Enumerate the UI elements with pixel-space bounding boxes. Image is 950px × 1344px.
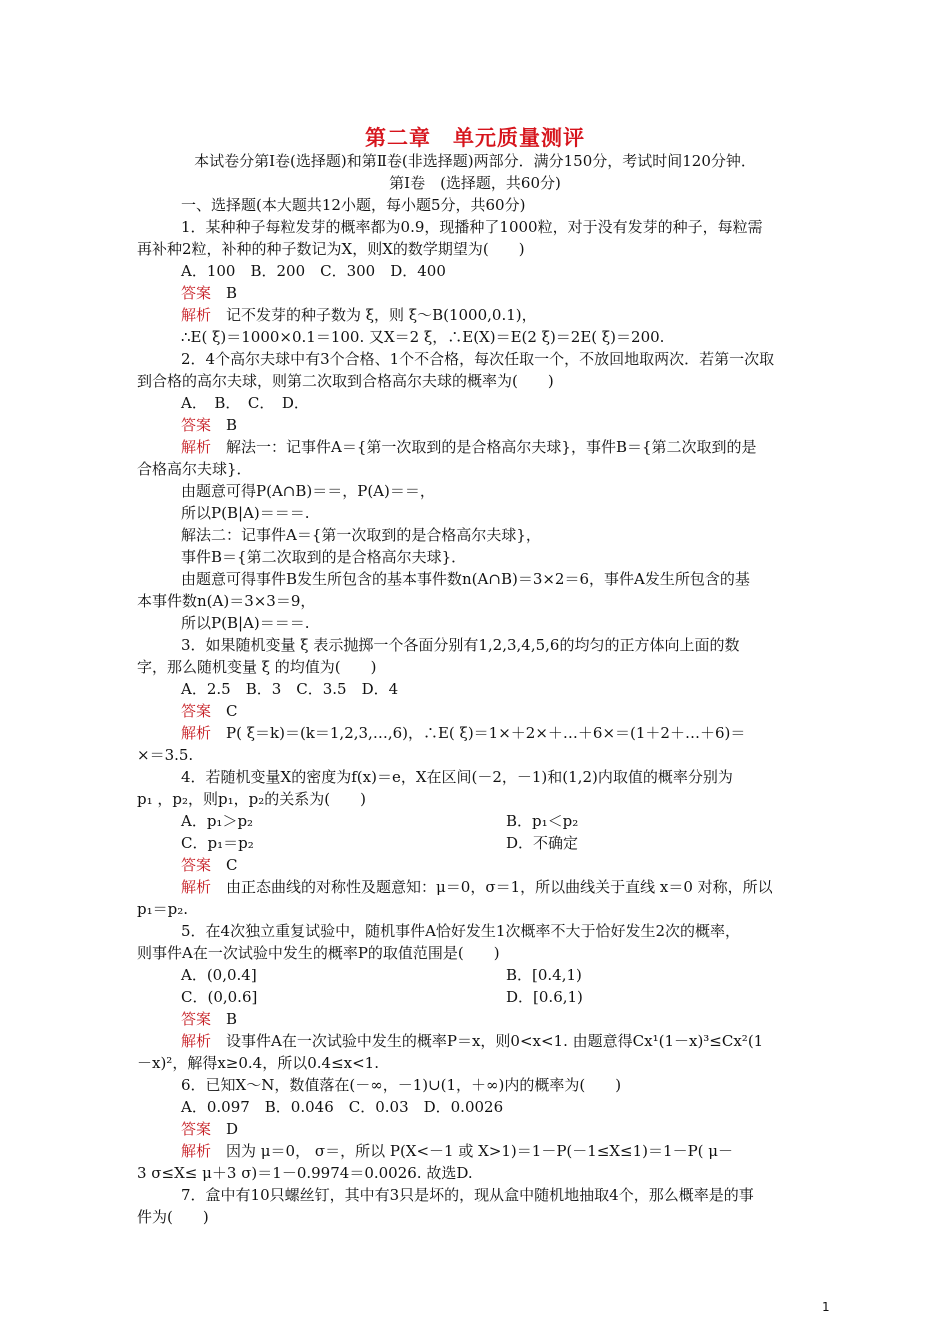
q2-analysis-line9: 所以P(B|A)＝＝＝.	[181, 614, 310, 632]
q2-analysis-line5: 解法二：记事件A＝{第一次取到的是合格高尔夫球}，	[181, 526, 541, 544]
q1-stem-line2: 再补种2粒，补种的种子数记为X，则X的数学期望为( )	[137, 240, 525, 258]
q5-option-c: C．(0,0.6]	[181, 988, 258, 1006]
q4-option-b: B．p₁＜p₂	[506, 812, 579, 830]
q5-answer-row	[181, 1008, 237, 1030]
q5-option-a: A．(0,0.4]	[181, 966, 257, 984]
answer-label: 答案	[181, 702, 212, 720]
analysis-label: 解析	[181, 724, 212, 742]
q3-stem-line2: 字，那么随机变量 ξ 的均值为( )	[137, 658, 377, 676]
q2-analysis-line6: 事件B＝{第二次取到的是合格高尔夫球}．	[181, 548, 467, 566]
q6-options: A．0.097 B．0.046 C．0.03 D．0.0026	[181, 1098, 504, 1116]
q2-stem-line1: 2．4个高尔夫球中有3个合格、1个不合格，每次任取一个，不放回地取两次．若第一次取	[181, 350, 775, 368]
q6-answer-row	[181, 1118, 238, 1140]
q1-analysis-line2: ∴E( ξ)＝1000×0.1＝100. 又X＝2 ξ，∴E(X)＝E(2 ξ)＝2E( ξ)＝200.	[181, 328, 665, 346]
q3-stem-line1: 3．如果随机变量 ξ 表示抛掷一个各面分别有1,2,3,4,5,6的均匀的正方体向上面的数	[181, 636, 740, 654]
q6-analysis-row	[181, 1140, 733, 1162]
q2-analysis-line2: 合格高尔夫球}．	[137, 460, 252, 478]
q4-analysis-line1: 由正态曲线的对称性及题意知：μ＝0，σ＝1，所以曲线关于直线 x＝0 对称，所以	[226, 878, 773, 896]
analysis-label: 解析	[181, 1142, 212, 1160]
q2-analysis-line1: 解法一：记事件A＝{第一次取到的是合格高尔夫球}，事件B＝{第二次取到的是	[226, 438, 757, 456]
q1-analysis-row	[181, 304, 537, 326]
answer-label: 答案	[181, 284, 212, 302]
q5-analysis-line1: 设事件A在一次试验中发生的概率P＝x，则0<x<1. 由题意得Cx¹(1－x)³≤Cx²(1	[226, 1032, 764, 1050]
analysis-label: 解析	[181, 878, 212, 896]
analysis-label: 解析	[181, 306, 212, 324]
exam-intro: 本试卷分第Ⅰ卷(选择题)和第Ⅱ卷(非选择题)两部分．满分150分，考试时间120分钟．	[194, 152, 756, 170]
section-heading: 一、选择题(本大题共12小题，每小题5分，共60分)	[181, 196, 526, 214]
q4-answer-row	[181, 854, 238, 876]
q4-option-d: D．不确定	[506, 834, 579, 852]
q6-analysis-line1: 因为 μ＝0， σ＝，所以 P(X<－1 或 X>1)＝1－P(－1≤X≤1)＝1－P( μ－	[226, 1142, 734, 1160]
chapter-title: 第二章 单元质量测评	[365, 125, 585, 150]
answer-label: 答案	[181, 1120, 212, 1138]
answer-label: 答案	[181, 416, 212, 434]
q5-stem-line2: 则事件A在一次试验中发生的概率P的取值范围是( )	[137, 944, 500, 962]
q2-analysis-line3: 由题意可得P(A∩B)＝＝，P(A)＝＝，	[181, 482, 435, 500]
q7-stem-line2: 件为( )	[137, 1208, 209, 1226]
q6-answer: D	[226, 1120, 239, 1138]
q2-analysis-row	[181, 436, 757, 458]
answer-label: 答案	[181, 1010, 212, 1028]
q2-answer-row	[181, 414, 237, 436]
q5-analysis-row	[181, 1030, 763, 1052]
q5-answer: B	[226, 1010, 238, 1028]
analysis-label: 解析	[181, 1032, 212, 1050]
q5-option-b: B．[0.4,1)	[506, 966, 582, 984]
q4-stem-line2: p₁ ，p₂，则p₁，p₂的关系为( )	[137, 790, 366, 808]
part-heading: 第Ⅰ卷 (选择题，共60分)	[389, 174, 561, 192]
q3-answer-row	[181, 700, 238, 722]
q1-analysis-line1: 记不发芽的种子数为 ξ，则 ξ～B(1000,0.1)，	[226, 306, 537, 324]
q2-analysis-line4: 所以P(B|A)＝＝＝.	[181, 504, 310, 522]
q7-stem-line1: 7．盒中有10只螺丝钉，其中有3只是坏的，现从盒中随机地抽取4个，那么概率是的事	[181, 1186, 754, 1204]
q2-answer: B	[226, 416, 238, 434]
q2-analysis-line7: 由题意可得事件B发生所包含的基本事件数n(A∩B)＝3×2＝6，事件A发生所包含的基	[181, 570, 750, 588]
analysis-label: 解析	[181, 438, 212, 456]
q1-options: A．100 B．200 C．300 D．400	[181, 262, 446, 280]
q3-options: A．2.5 B．3 C．3.5 D．4	[181, 680, 399, 698]
q3-answer: C	[226, 702, 238, 720]
q3-analysis-line1: P( ξ＝k)＝(k＝1,2,3,…,6)，∴E( ξ)＝1×＋2×＋…＋6×＝(1＋2＋…＋6)＝	[226, 724, 746, 742]
q5-option-d: D．[0.6,1)	[506, 988, 583, 1006]
q2-analysis-line8: 本事件数n(A)＝3×3＝9，	[137, 592, 316, 610]
q4-analysis-line2: p₁＝p₂.	[137, 900, 188, 918]
q1-stem-line1: 1．某种种子每粒发芽的概率都为0.9，现播种了1000粒，对于没有发芽的种子，每粒需	[181, 218, 763, 236]
answer-label: 答案	[181, 856, 212, 874]
q1-answer-row	[181, 282, 237, 304]
q3-analysis-line2: ×＝3.5.	[137, 746, 194, 764]
q4-stem-line1: 4．若随机变量X的密度为f(x)＝e，X在区间(－2，－1)和(1,2)内取值的概率分别为	[181, 768, 733, 786]
q6-analysis-line2: 3 σ≤X≤ μ＋3 σ)＝1－0.9974＝0.0026. 故选D.	[137, 1164, 473, 1182]
q2-options: A． B． C． D．	[181, 394, 309, 412]
q3-analysis-row	[181, 722, 745, 744]
q1-answer: B	[226, 284, 238, 302]
q2-stem-line2: 到合格的高尔夫球，则第二次取到合格高尔夫球的概率为( )	[137, 372, 554, 390]
q6-stem-line1: 6．已知X～N，数值落在(－∞，－1)∪(1，＋∞)内的概率为( )	[181, 1076, 622, 1094]
q4-option-a: A．p₁＞p₂	[181, 812, 254, 830]
q5-stem-line1: 5．在4次独立重复试验中，随机事件A恰好发生1次概率不大于恰好发生2次的概率，	[181, 922, 741, 940]
q5-analysis-line2: －x)²，解得x≥0.4，所以0.4≤x<1.	[137, 1054, 379, 1072]
q4-option-c: C．p₁＝p₂	[181, 834, 254, 852]
q4-analysis-row	[181, 876, 773, 898]
page-number: 1	[822, 1300, 830, 1314]
q4-answer: C	[226, 856, 238, 874]
